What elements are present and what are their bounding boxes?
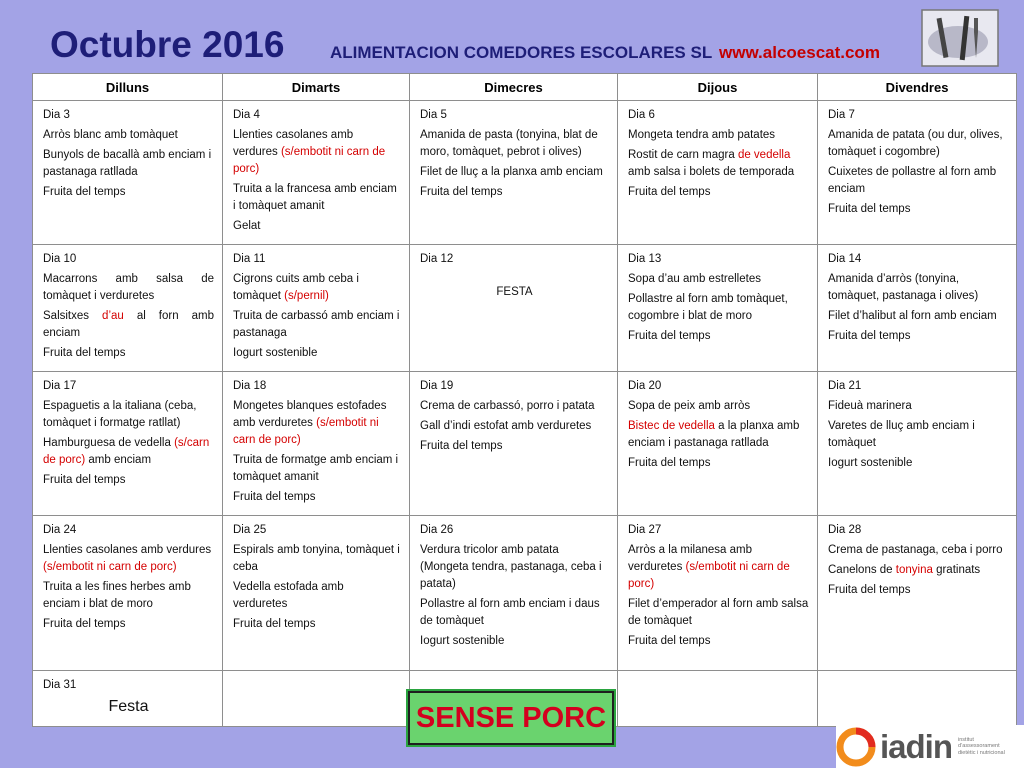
day-number: Dia 31 bbox=[43, 679, 77, 691]
dish-text: Crema de carbassó, porro i patata bbox=[420, 400, 595, 412]
day-cell bbox=[223, 101, 410, 245]
dish-note-highlight: d’au bbox=[102, 310, 124, 322]
dish-text: Crema de pastanaga, ceba i porro bbox=[828, 544, 1003, 556]
dish-text: Truita a les fines herbes amb enciam i blat de moro bbox=[43, 581, 191, 610]
dish-note-highlight: Bistec de vedella bbox=[628, 420, 715, 432]
day-cell bbox=[33, 245, 223, 372]
dish-line bbox=[828, 271, 1008, 305]
day-cell bbox=[818, 245, 1017, 372]
day-cell bbox=[618, 372, 818, 516]
dish-note-highlight: (s/embotit ni carn de porc) bbox=[233, 146, 386, 175]
day-cell bbox=[410, 372, 618, 516]
dish-line bbox=[628, 633, 809, 650]
dish-line bbox=[628, 455, 809, 472]
dish-text: a la planxa amb enciam i pastanaga ratllada bbox=[628, 420, 800, 449]
dish-text: Amanida de pasta (tonyina, blat de moro, tomàquet, pebrot i olives) bbox=[420, 129, 598, 158]
menu-body bbox=[33, 101, 1017, 727]
day-cell bbox=[618, 101, 818, 245]
dish-text: Truita a la francesa amb enciam i tomàquet amanit bbox=[233, 183, 397, 212]
dish-line bbox=[628, 398, 809, 415]
dish-text: Fruita del temps bbox=[43, 186, 126, 198]
day-cell bbox=[818, 101, 1017, 245]
dish-line bbox=[828, 201, 1008, 218]
dish-text: Verdura tricolor amb patata (Mongeta tendra, pastanaga, ceba i patata) bbox=[420, 544, 602, 590]
dish-line bbox=[43, 184, 214, 201]
dish-line bbox=[43, 472, 214, 489]
day-cell bbox=[223, 245, 410, 372]
menu-table bbox=[32, 73, 1017, 727]
dish-line bbox=[233, 345, 401, 362]
dish-line bbox=[420, 418, 609, 435]
dish-text: Fruita del temps bbox=[628, 457, 711, 469]
day-number: Dia 5 bbox=[420, 109, 447, 121]
dish-text: Fruita del temps bbox=[828, 203, 911, 215]
dish-line bbox=[233, 616, 401, 633]
dish-line bbox=[43, 308, 214, 342]
weekday-header: Dimecres bbox=[410, 74, 618, 101]
day-number: Dia 28 bbox=[828, 524, 862, 536]
day-number: Dia 7 bbox=[828, 109, 855, 121]
dish-line bbox=[43, 616, 214, 633]
day-number: Dia 3 bbox=[43, 109, 70, 121]
website-link[interactable]: www.alcoescat.com bbox=[719, 43, 880, 62]
dish-text: al forn amb enciam bbox=[43, 310, 214, 339]
day-number: Dia 6 bbox=[628, 109, 655, 121]
cutlery-logo-icon bbox=[918, 8, 1000, 68]
weekday-header: Divendres bbox=[818, 74, 1017, 101]
dish-text: Cigrons cuits amb ceba i tomàquet bbox=[233, 273, 359, 302]
dish-line bbox=[628, 271, 809, 288]
weekday-header: Dijous bbox=[618, 74, 818, 101]
day-cell bbox=[618, 516, 818, 671]
iadin-tagline: institut d’assessorament dietètic i nutricional bbox=[958, 736, 1005, 756]
dish-text: Espirals amb tonyina, tomàquet i ceba bbox=[233, 544, 400, 573]
dish-line bbox=[233, 308, 401, 342]
dish-line bbox=[828, 455, 1008, 472]
dish-line bbox=[420, 542, 609, 593]
day-number: Dia 19 bbox=[420, 380, 454, 392]
dish-line bbox=[828, 328, 1008, 345]
dish-text: Mongetes blanques estofades amb verduretes bbox=[233, 400, 387, 429]
dish-text: Fruita del temps bbox=[828, 330, 911, 342]
dish-line bbox=[233, 542, 401, 576]
dish-line bbox=[828, 308, 1008, 325]
dish-text: Filet de lluç a la planxa amb enciam bbox=[420, 166, 603, 178]
dish-text: Fruita del temps bbox=[628, 330, 711, 342]
dish-line bbox=[43, 127, 214, 144]
dish-line bbox=[233, 271, 401, 305]
dish-line bbox=[233, 579, 401, 613]
day-cell bbox=[223, 372, 410, 516]
dish-note-highlight: (s/pernil) bbox=[284, 290, 329, 302]
dish-line bbox=[420, 164, 609, 181]
day-cell bbox=[223, 671, 410, 727]
dish-text: Iogurt sostenible bbox=[420, 635, 505, 647]
dish-line bbox=[628, 147, 809, 181]
dish-line bbox=[233, 452, 401, 486]
dish-line bbox=[828, 127, 1008, 161]
day-cell bbox=[410, 516, 618, 671]
dish-text: Gelat bbox=[233, 220, 261, 232]
dish-text: Salsitxes bbox=[43, 310, 103, 322]
dish-text: Vedella estofada amb verduretes bbox=[233, 581, 344, 610]
dish-note-highlight: (s/embotit ni carn de porc) bbox=[43, 561, 177, 573]
dish-text: Fruita del temps bbox=[233, 618, 316, 630]
dish-line bbox=[420, 398, 609, 415]
dish-line bbox=[420, 633, 609, 650]
dish-text: Fruita del temps bbox=[420, 186, 503, 198]
dish-text: Fruita del temps bbox=[628, 635, 711, 647]
day-number: Dia 21 bbox=[828, 380, 862, 392]
dish-text: Llenties casolanes amb verdures bbox=[233, 129, 354, 158]
day-number: Dia 14 bbox=[828, 253, 862, 265]
dish-text: Sopa d’au amb estrelletes bbox=[628, 273, 761, 285]
dish-text: Truita de formatge amb enciam i tomàquet amanit bbox=[233, 454, 399, 483]
dish-line bbox=[628, 418, 809, 452]
dish-line bbox=[233, 489, 401, 506]
day-number: Dia 27 bbox=[628, 524, 662, 536]
dish-line bbox=[628, 291, 809, 325]
week-row bbox=[33, 372, 1017, 516]
day-number: Dia 13 bbox=[628, 253, 662, 265]
day-cell bbox=[33, 101, 223, 245]
company-name: ALIMENTACION COMEDORES ESCOLARES SL bbox=[330, 43, 713, 62]
dish-line bbox=[628, 596, 809, 630]
dish-line bbox=[828, 398, 1008, 415]
day-number: Dia 20 bbox=[628, 380, 662, 392]
dish-line bbox=[628, 184, 809, 201]
page-title: Octubre 2016 bbox=[50, 24, 285, 65]
day-number: Dia 17 bbox=[43, 380, 77, 392]
day-cell bbox=[818, 671, 1017, 727]
dish-line bbox=[43, 542, 214, 576]
day-cell bbox=[410, 245, 618, 372]
iadin-swirl-icon bbox=[836, 727, 876, 767]
dish-text: Fruita del temps bbox=[43, 347, 126, 359]
dish-line bbox=[828, 542, 1008, 559]
week-row bbox=[33, 516, 1017, 671]
dish-note-highlight: tonyina bbox=[895, 564, 933, 576]
dish-text: Truita de carbassó amb enciam i pastanaga bbox=[233, 310, 400, 339]
dish-text: Mongeta tendra amb patates bbox=[628, 129, 776, 141]
day-cell bbox=[410, 101, 618, 245]
dish-line bbox=[233, 398, 401, 449]
dish-text: Fruita del temps bbox=[628, 186, 711, 198]
dish-line bbox=[233, 127, 401, 178]
day-cell bbox=[33, 516, 223, 671]
dish-text: amb enciam bbox=[85, 454, 152, 466]
day-cell bbox=[223, 516, 410, 671]
day-number: Dia 26 bbox=[420, 524, 454, 536]
dish-text: Gall d’indi estofat amb verduretes bbox=[420, 420, 592, 432]
dish-line bbox=[828, 164, 1008, 198]
dish-text: Macarrons amb salsa de tomàquet i verduretes bbox=[43, 273, 214, 302]
dish-text: Iogurt sostenible bbox=[828, 457, 913, 469]
day-number: Dia 25 bbox=[233, 524, 267, 536]
dish-text: Fruita del temps bbox=[233, 491, 316, 503]
holiday-label: Festa bbox=[108, 698, 149, 715]
dish-line bbox=[233, 218, 401, 235]
dish-text: Fideuà marinera bbox=[828, 400, 912, 412]
dish-text: Cuixetes de pollastre al forn amb enciam bbox=[828, 166, 997, 195]
dish-line bbox=[420, 438, 609, 455]
dish-text: Fruita del temps bbox=[43, 618, 126, 630]
dish-text: Varetes de lluç amb enciam i tomàquet bbox=[828, 420, 975, 449]
day-number: Dia 12 bbox=[420, 253, 454, 265]
dish-line bbox=[43, 271, 214, 305]
weekday-header: Dilluns bbox=[33, 74, 223, 101]
dish-text: amb salsa i bolets de temporada bbox=[628, 166, 795, 178]
dish-text: Espaguetis a la italiana (ceba, tomàquet i formatge ratllat) bbox=[43, 400, 197, 429]
dish-text: Amanida de patata (ou dur, olives, tomàquet i cogombre) bbox=[828, 129, 1003, 158]
dish-text: Arròs a la milanesa amb verduretes bbox=[628, 544, 752, 573]
dish-line bbox=[628, 542, 809, 593]
day-number: Dia 18 bbox=[233, 380, 267, 392]
dish-note-highlight: (s/embotit ni carn de porc) bbox=[628, 561, 790, 590]
day-cell bbox=[33, 671, 223, 727]
dish-text: Fruita del temps bbox=[43, 474, 126, 486]
day-cell bbox=[618, 245, 818, 372]
day-cell bbox=[33, 372, 223, 516]
day-number: Dia 10 bbox=[43, 253, 77, 265]
day-number: Dia 4 bbox=[233, 109, 260, 121]
dish-text: Arròs blanc amb tomàquet bbox=[43, 129, 178, 141]
week-row bbox=[33, 101, 1017, 245]
dish-text: Sopa de peix amb arròs bbox=[628, 400, 751, 412]
dish-text: Fruita del temps bbox=[828, 584, 911, 596]
day-cell bbox=[618, 671, 818, 727]
dish-text: Filet d’halibut al forn amb enciam bbox=[828, 310, 997, 322]
dish-text: Amanida d’arròs (tonyina, tomàquet, pastanaga i olives) bbox=[828, 273, 979, 302]
dish-line bbox=[420, 596, 609, 630]
day-cell bbox=[818, 516, 1017, 671]
dish-text: gratinats bbox=[932, 564, 981, 576]
dish-text: Hamburguesa de vedella bbox=[43, 437, 175, 449]
dish-text: Pollastre al forn amb enciam i daus de tomàquet bbox=[420, 598, 600, 627]
iadin-wordmark: iadin bbox=[880, 727, 953, 765]
dish-text: Rostit de carn magra bbox=[628, 149, 738, 161]
dish-line bbox=[43, 435, 214, 469]
dish-text: Filet d’emperador al forn amb salsa de tomàquet bbox=[628, 598, 809, 627]
dish-line bbox=[420, 184, 609, 201]
dish-text: Llenties casolanes amb verdures bbox=[43, 544, 212, 556]
iadin-logo bbox=[836, 725, 1024, 768]
dish-line bbox=[828, 582, 1008, 599]
dish-text: Fruita del temps bbox=[420, 440, 503, 452]
dish-line bbox=[628, 127, 809, 144]
dish-note-highlight: (s/carn de porc) bbox=[43, 437, 210, 466]
dish-line bbox=[43, 345, 214, 362]
dish-line bbox=[628, 328, 809, 345]
week-row bbox=[33, 245, 1017, 372]
dish-line bbox=[43, 398, 214, 432]
weekday-header: Dimarts bbox=[223, 74, 410, 101]
dish-text: Iogurt sostenible bbox=[233, 347, 318, 359]
dish-line bbox=[43, 147, 214, 181]
day-number: Dia 11 bbox=[233, 253, 266, 265]
dish-note-highlight: de vedella bbox=[737, 149, 791, 161]
dish-text: Bunyols de bacallà amb enciam i pastanaga ratllada bbox=[43, 149, 212, 178]
sense-porc-badge: SENSE PORC bbox=[408, 691, 614, 745]
dish-note-highlight: (s/embotit ni carn de porc) bbox=[233, 417, 379, 446]
day-number: Dia 24 bbox=[43, 524, 77, 536]
dish-line bbox=[233, 181, 401, 215]
day-cell bbox=[818, 372, 1017, 516]
dish-line bbox=[420, 127, 609, 161]
dish-text: Pollastre al forn amb tomàquet, cogombre i blat de moro bbox=[628, 293, 788, 322]
weekday-header-row bbox=[33, 74, 1017, 101]
dish-line bbox=[828, 418, 1008, 452]
dish-line bbox=[43, 579, 214, 613]
holiday-label: FESTA bbox=[496, 286, 533, 298]
dish-text: Canelons de bbox=[828, 564, 896, 576]
dish-line bbox=[828, 562, 1008, 579]
